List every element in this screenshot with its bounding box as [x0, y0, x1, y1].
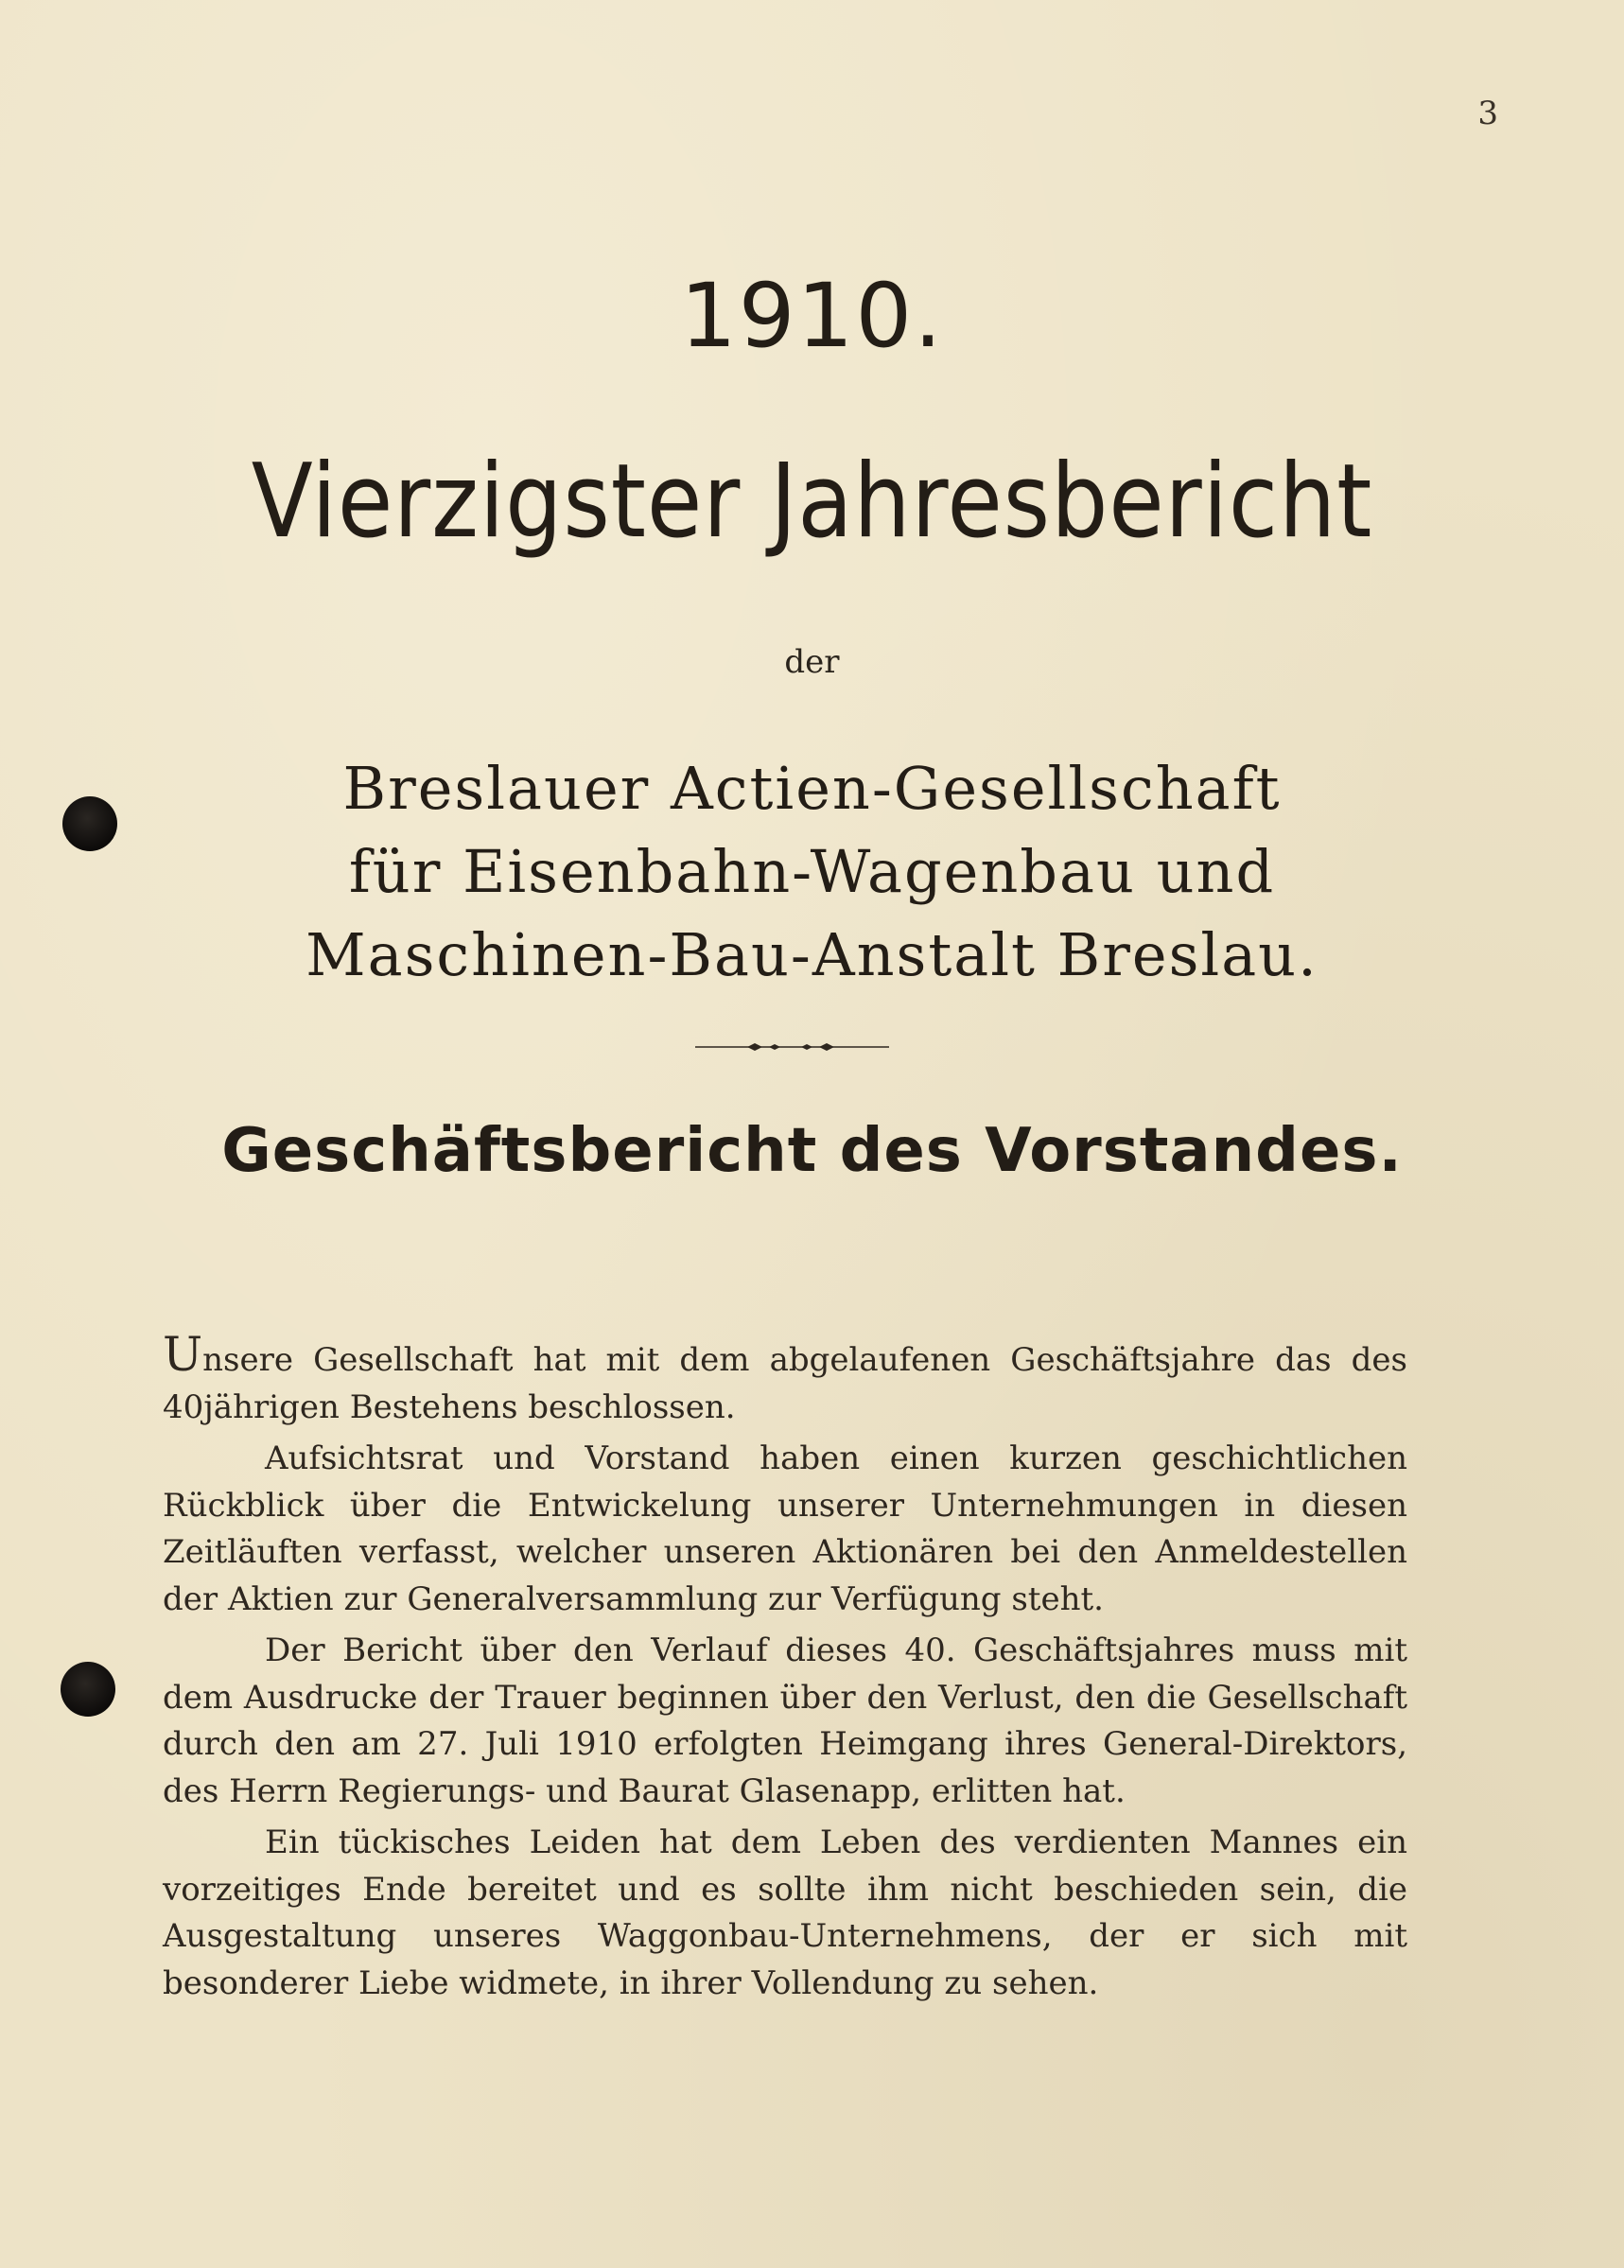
report-title: Vierzigster Jahresbericht [251, 443, 1373, 561]
title-connector: der [784, 643, 840, 681]
paragraph-text: Der Bericht über den Verlauf dieses 40. Geschäftsjahres muss mit dem Ausdrucke der Trauer beginnen über den Verlust, den die Gesellschaft durch den am 27. Juli 1910 erfolgten Heimgang ihres General-Direktors, des Herrn Regierungs- und Baurat Glasenapp, erlitten hat. [163, 1631, 1407, 1810]
section-heading: Geschäftsbericht des Vorstandes. [221, 1116, 1403, 1186]
company-name-line: für Eisenbahn-Wagenbau und [348, 837, 1276, 906]
paragraph [163, 1628, 1407, 1815]
paragraph-text: Ein tückisches Leiden hat dem Leben des verdienten Mannes ein vorzeitiges Ende bereitet und es sollte ihm nicht beschieden sein, die Ausgestaltung unseres Waggonbau-Unternehmens, der er sich mit besonderer Liebe widmete, in ihrer Vollendung zu sehen. [163, 1823, 1407, 2002]
paragraph [163, 1327, 1407, 1431]
company-name-line: Breslauer Actien-Gesellschaft [342, 754, 1282, 823]
report-year: 1910. [679, 265, 945, 368]
initial-letter: U [163, 1327, 203, 1382]
page-number: 3 [1477, 95, 1498, 132]
company-name [0, 747, 1624, 997]
paragraph-text: nsere Gesellschaft hat mit dem abgelaufenen Geschäftsjahre das des 40jährigen Bestehens beschlossen. [163, 1341, 1407, 1426]
paragraph [163, 1820, 1407, 2007]
paragraph [163, 1436, 1407, 1623]
company-name-line: Maschinen-Bau-Anstalt Breslau. [306, 920, 1318, 989]
body-text [163, 1327, 1407, 2012]
ornamental-divider [695, 1040, 889, 1054]
paragraph-text: Aufsichtsrat und Vorstand haben einen kurzen geschichtlichen Rückblick über die Entwickelung unserer Unternehmungen in diesen Zeitläuften verfasst, welcher unseren Aktionären bei den Anmeldestellen der Aktien zur Generalversammlung zur Verfügung steht. [163, 1439, 1407, 1618]
punch-hole-bottom [61, 1662, 115, 1717]
